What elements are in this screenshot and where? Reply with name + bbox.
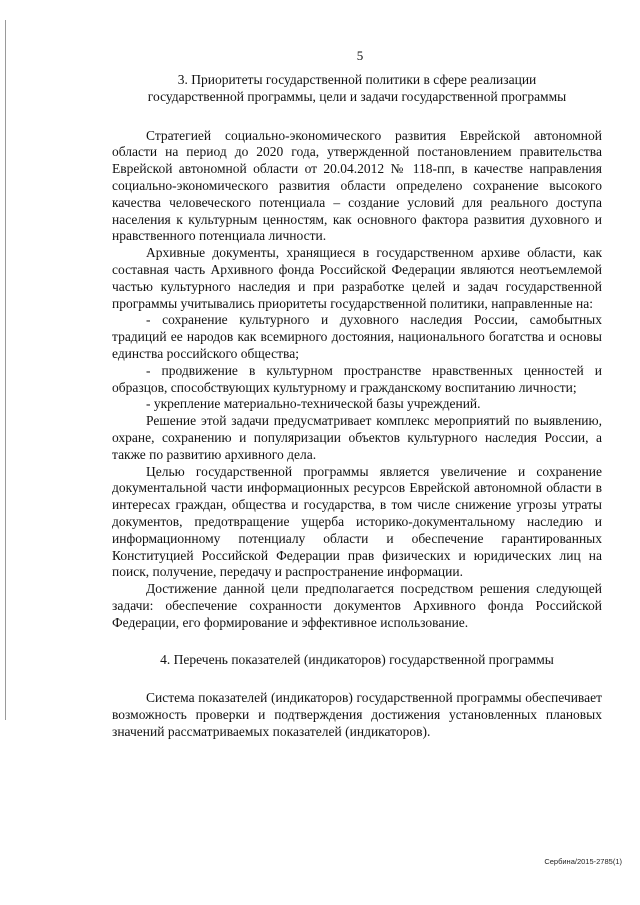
page-number: 5 bbox=[356, 48, 364, 63]
page-content bbox=[112, 72, 602, 741]
section-3-paragraph-3: Решение этой задачи предусматривает комплекс мероприятий по выявлению, охране, сохранению и популяризации объектов культурного наследия России, а также по развитию архивного дела. bbox=[112, 413, 602, 462]
document-footer-code: Сербина/2015-2785(1) bbox=[544, 857, 622, 866]
section-3-heading-line-1: 3. Приоритеты государственной политики в сфере реализации bbox=[177, 72, 537, 87]
section-3-paragraph-4: Целью государственной программы является увеличение и сохранение документальной части информационных ресурсов Еврейской автономной области в интересах граждан, общества и государства, в том числе снижение угрозы утраты документов, предотвращение ущерба историко-документальному наследию и информационному потенциалу области и обеспечение гарантированных Конституцией Российской Федерации прав физических и юридических лиц на поиск, получение, передачу и распространение информации. bbox=[112, 463, 602, 580]
binding-edge-line bbox=[5, 20, 6, 720]
section-4-paragraph-1: Система показателей (индикаторов) государственной программы обеспечивает возможность проверки и подтверждения достижения установленных плановых значений рассматриваемых показателей (индикаторов). bbox=[112, 690, 602, 739]
bullet-item-3: - укрепление материально-технической базы учреждений. bbox=[146, 396, 481, 412]
bullet-item-2: - продвижение в культурном пространстве нравственных ценностей и образцов, способствующих культурному и гражданскому воспитанию личности; bbox=[112, 362, 602, 395]
section-3-paragraph-1: Стратегией социально-экономического развития Еврейской автономной области на период до 2020 года, утвержденной постановлением правительства Еврейской автономной области от 20.04.2012 № 118-пп, в качестве направления социально-экономического развития области определено сохранение высокого качества человеческого потенциала – создание условий для реального доступа населения к культурным ценностям, как основного фактора развития духовного и нравственного потенциала личности. bbox=[112, 127, 602, 244]
section-4-heading: 4. Перечень показателей (индикаторов) государственной программы bbox=[160, 651, 554, 667]
section-3-heading-line-2: государственной программы, цели и задачи государственной программы bbox=[147, 88, 567, 104]
section-3-paragraph-2: Архивные документы, хранящиеся в государственном архиве области, как составная часть Архивного фонда Российской Федерации являются неотъемлемой частью культурного наследия и при разработке целей и задач государственной программы учитывались приоритеты государственной политики, направленные на: bbox=[112, 245, 602, 311]
bullet-item-1: - сохранение культурного и духовного наследия России, самобытных традиций ее народов как всемирного достояния, национального богатства и основы единства российского общества; bbox=[112, 312, 602, 361]
section-3-paragraph-5: Достижение данной цели предполагается посредством решения следующей задачи: обеспечение сохранности документов Архивного фонда Российской Федерации, его формирование и эффективное использование. bbox=[112, 581, 602, 630]
